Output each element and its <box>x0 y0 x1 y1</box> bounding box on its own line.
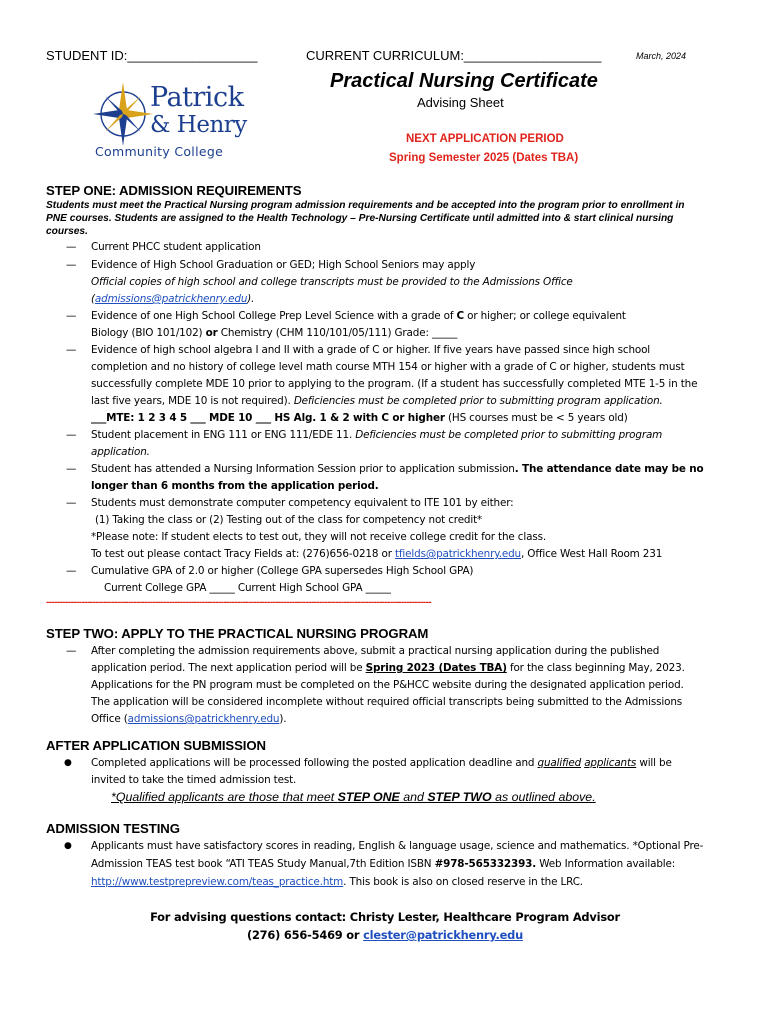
text-bold: C <box>456 310 465 322</box>
text: (276) 656-5469 or <box>246 928 364 942</box>
testing-line-1: Applicants must have satisfactory scores in reading, English & language usage, science and mathematics. *Optional Pre- <box>91 840 704 852</box>
logo-name-line2: & Henry <box>150 112 247 138</box>
text-bold: STEP TWO <box>427 790 492 804</box>
advising-contact-line: For advising questions contact: Christy Lester, Healthcare Program Advisor <box>150 910 620 924</box>
text: as outlined above. <box>491 790 596 804</box>
dash-icon: — <box>66 259 77 271</box>
text-bold: Spring 2023 (Dates TBA) <box>365 662 507 674</box>
text: Office ( <box>91 713 128 725</box>
admissions-email-link[interactable]: admissions@patrickhenry.edu <box>127 713 280 725</box>
requirement-application: Current PHCC student application <box>91 241 261 253</box>
admissions-email-link[interactable]: admissions@patrickhenry.edu <box>94 293 248 305</box>
text: last five years, MDE 10 is not required). <box>91 395 294 407</box>
student-id-field: STUDENT ID:__________________ <box>46 48 258 63</box>
text-italic: Deficiencies must be completed prior to submitting program <box>355 429 663 441</box>
math-checklist <box>91 410 628 427</box>
step-one-heading: STEP ONE: ADMISSION REQUIREMENTS <box>46 183 302 198</box>
compass-star-icon <box>92 80 154 150</box>
gpa-fields: Current College GPA _____ Current High School GPA _____ <box>104 582 391 594</box>
admission-testing-heading: ADMISSION TESTING <box>46 821 180 836</box>
text: , Office West Hall Room 231 <box>521 548 663 560</box>
dash-icon: — <box>66 310 77 322</box>
text-bold: #978-565332393. <box>434 858 537 870</box>
bullet-icon: ● <box>64 841 72 851</box>
text-underline: applicants <box>584 757 637 769</box>
section-divider: --------------------------------------------------------------------------------------------------------------------------------------------- <box>46 597 431 608</box>
requirement-gpa: Cumulative GPA of 2.0 or higher (College GPA supersedes High School GPA) <box>91 565 474 577</box>
qualified-note <box>111 790 596 804</box>
requirement-algebra-3: successfully complete MDE 10 prior to applying to the program. (If a student has successfully completed MTE 1-5 in the <box>91 378 698 390</box>
requirement-computer: Students must demonstrate computer competency equivalent to ITE 101 by either: <box>91 497 514 509</box>
requirement-hs-graduation: Evidence of High School Graduation or GED; High School Seniors may apply <box>91 259 476 271</box>
logo-name-line1: Patrick <box>150 82 244 113</box>
testing-line-3 <box>91 874 583 891</box>
college-logo <box>92 80 272 162</box>
text: (HS courses must be < 5 years old) <box>444 412 628 424</box>
dash-icon: — <box>66 241 77 253</box>
text: *Qualified applicants are those that meet <box>111 790 338 804</box>
step-two-heading: STEP TWO: APPLY TO THE PRACTICAL NURSING PROGRAM <box>46 626 429 641</box>
text: Biology (BIO 101/102) <box>91 327 206 339</box>
step-two-line-1: After completing the admission requirements above, submit a practical nursing application during the published <box>91 645 660 657</box>
text: ). <box>279 713 287 725</box>
text: Evidence of one High School College Prep Level Science with a grade of <box>91 310 457 322</box>
next-application-label: NEXT APPLICATION PERIOD <box>406 133 564 145</box>
after-application-heading: AFTER APPLICATION SUBMISSION <box>46 738 266 753</box>
logo-name-line3: Community College <box>95 144 224 159</box>
text: application period. The next application period will be <box>91 662 366 674</box>
dash-icon: — <box>66 565 77 577</box>
step-two-line-3: Applications for the PN program must be completed on the P&HCC website during the designated application period. <box>91 679 684 691</box>
text: Web Information available: <box>536 858 676 870</box>
text: Chemistry (CHM 110/101/05/111) Grade: _____ <box>217 327 458 339</box>
text: Admission TEAS test book “ATI TEAS Study Manual,7th Edition ISBN <box>91 858 435 870</box>
requirement-english <box>91 427 662 444</box>
dash-icon: — <box>66 344 77 356</box>
document-date: March, 2024 <box>636 51 687 61</box>
text: Student has attended a Nursing Information Session prior to application submission <box>91 463 515 475</box>
computer-options: (1) Taking the class or (2) Testing out of the class for competency not credit* <box>95 514 483 526</box>
step-one-intro-3: courses. <box>46 226 88 237</box>
text-italic: Deficiencies must be completed prior to submitting program application. <box>293 395 663 407</box>
step-one-intro-2: PNE courses. Students are assigned to the Health Technology – Pre-Nursing Certificate until admitted into & start clinical nursing <box>46 213 674 224</box>
text: . This book is also on closed reserve in the LRC. <box>343 876 583 888</box>
page-title: Practical Nursing Certificate <box>330 70 598 92</box>
transcripts-note: Official copies of high school and college transcripts must be provided to the Admissions Office <box>91 276 573 288</box>
text-bold: . The attendance date may be no <box>514 463 704 475</box>
advising-contact-phone <box>0 928 770 942</box>
text: and <box>399 790 428 804</box>
requirement-algebra-1: Evidence of high school algebra I and II with a grade of C or higher. If five years have passed since high school <box>91 344 651 356</box>
dash-icon: — <box>66 497 77 509</box>
text-bold: STEP ONE <box>337 790 400 804</box>
after-application-line-2: invited to take the timed admission test. <box>91 774 297 786</box>
tfields-email-link[interactable]: tfields@patrickhenry.edu <box>394 548 521 560</box>
next-application-value: Spring Semester 2025 (Dates TBA) <box>389 152 579 164</box>
computer-contact <box>91 546 662 563</box>
text: Completed applications will be processed following the posted application deadline and <box>91 757 538 769</box>
clester-email-link[interactable]: clester@patrickhenry.edu <box>363 928 524 942</box>
requirement-english-2: application. <box>91 446 150 458</box>
text-bold: ___MTE: 1 2 3 4 5 ___ MDE 10 ___ HS Alg. 1 & 2 with C or higher <box>91 412 445 424</box>
teas-practice-link[interactable]: http://www.testprepreview.com/teas_practice.htm <box>91 876 344 888</box>
testing-line-2 <box>91 856 675 873</box>
requirement-science <box>91 308 626 325</box>
step-one-intro-1: Students must meet the Practical Nursing program admission requirements and be accepted into the program prior to enrollment in <box>46 200 685 211</box>
requirement-info-session-2: longer than 6 months from the application period. <box>91 480 379 492</box>
page-subtitle: Advising Sheet <box>417 95 504 110</box>
computer-note: *Please note: If student elects to test out, they will not receive college credit for the class. <box>91 531 547 543</box>
text-underline: qualified <box>537 757 582 769</box>
step-two-line-4: The application will be considered incomplete without required official transcripts being submitted to the Admissions <box>91 696 683 708</box>
step-two-line-5 <box>91 711 286 728</box>
paren-open: ( <box>91 293 95 305</box>
transcripts-contact <box>91 291 254 308</box>
requirement-info-session <box>91 461 704 478</box>
requirement-science-courses <box>91 325 457 342</box>
requirement-algebra-2: completion and no history of college level math course MTH 154 or higher with a grade of C or higher, students must <box>91 361 685 373</box>
text: for the class beginning May, 2023. <box>506 662 685 674</box>
text-bold: or <box>205 327 218 339</box>
text: will be <box>636 757 672 769</box>
after-application-line-1 <box>91 755 672 772</box>
curriculum-field: CURRENT CURRICULUM:___________________ <box>306 48 602 63</box>
bullet-icon: ● <box>64 758 72 768</box>
text: or higher; or college equivalent <box>464 310 626 322</box>
dash-icon: — <box>66 645 77 657</box>
requirement-algebra-4 <box>91 393 663 410</box>
text: Student placement in ENG 111 or ENG 111/EDE 11. <box>91 429 356 441</box>
step-two-line-2 <box>91 660 685 677</box>
dash-icon: — <box>66 463 77 475</box>
paren-close: ). <box>247 293 255 305</box>
text: To test out please contact Tracy Fields at: (276)656-0218 or <box>91 548 395 560</box>
dash-icon: — <box>66 429 77 441</box>
